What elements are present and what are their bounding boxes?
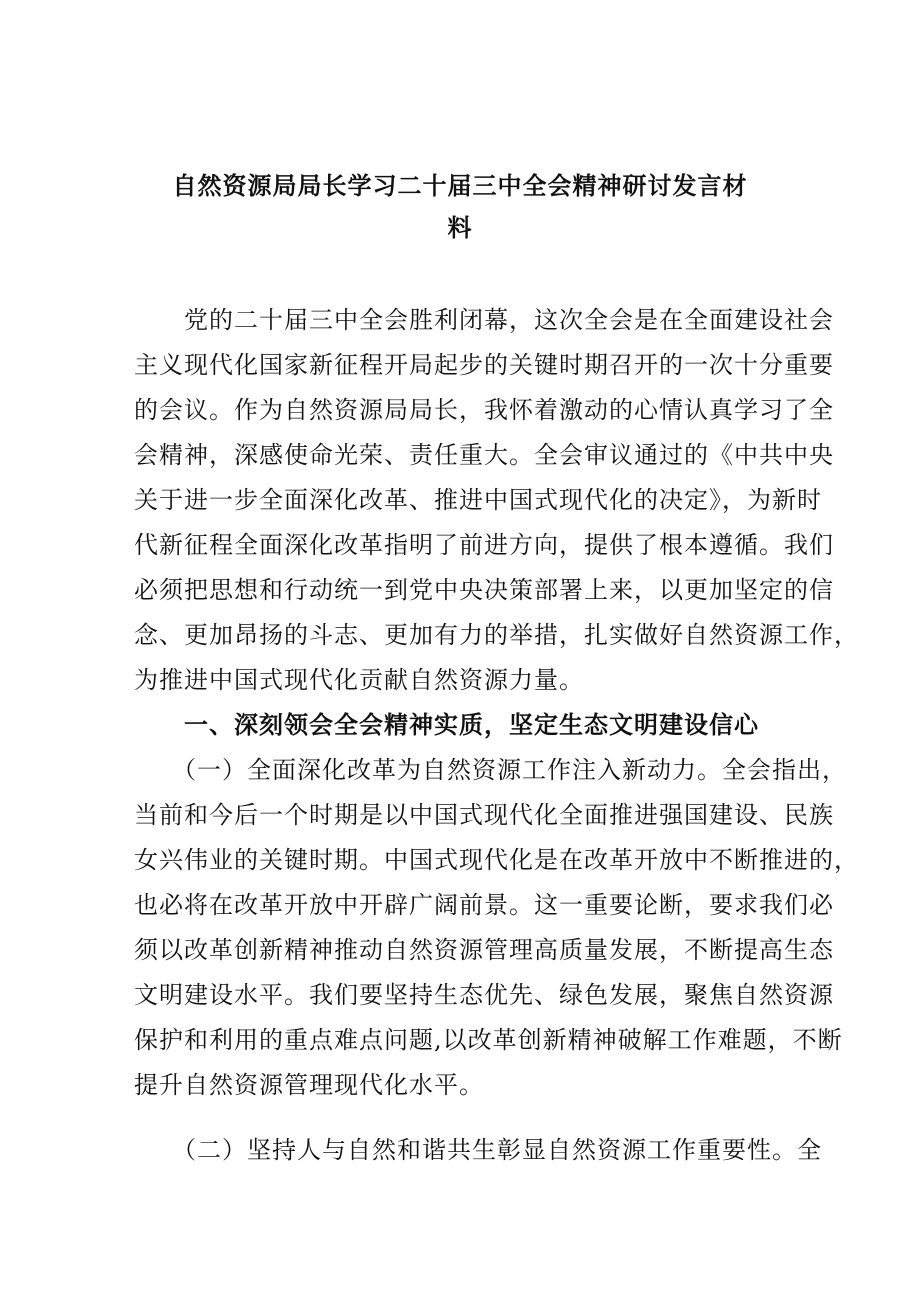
body-text-line: 念、更加昂扬的斗志、更加有力的举措，扎实做好自然资源工作，	[134, 621, 859, 649]
body-text-line: 必须把思想和行动统一到党中央决策部署上来，以更加坚定的信	[134, 576, 834, 604]
body-text-line: 保护和利用的重点难点问题,以改革创新精神破解工作难题，不断	[134, 1026, 843, 1054]
body-text-line: 党的二十届三中全会胜利闭幕，这次全会是在全面建设社会	[134, 306, 834, 334]
body-text-line: （二）坚持人与自然和谐共生彰显自然资源工作重要性。全	[134, 1136, 822, 1164]
body-text-line: 女兴伟业的关键时期。中国式现代化是在改革开放中不断推进的，	[134, 846, 859, 874]
body-text-line: 文明建设水平。我们要坚持生态优先、绿色发展，聚焦自然资源	[134, 981, 834, 1009]
body-text-line: 须以改革创新精神推动自然资源管理高质量发展，不断提高生态	[134, 936, 834, 964]
body-text-line: 关于进一步全面深化改革、推进中国式现代化的决定》，为新时	[134, 486, 822, 514]
document-title-line-1: 自然资源局局长学习二十届三中全会精神研讨发言材	[172, 171, 748, 200]
body-text-line: 会精神，深感使命光荣、责任重大。全会审议通过的《中共中央	[134, 441, 834, 469]
body-text-line: 当前和今后一个时期是以中国式现代化全面推进强国建设、民族	[134, 801, 834, 829]
section-heading: 一、深刻领会全会精神实质，坚定生态文明建设信心	[134, 710, 759, 739]
body-text-line: 代新征程全面深化改革指明了前进方向，提供了根本遵循。我们	[134, 531, 834, 559]
body-text-line: 提升自然资源管理现代化水平。	[134, 1071, 484, 1099]
body-text-line: 也必将在改革开放中开辟广阔前景。这一重要论断，要求我们必	[134, 891, 834, 919]
document-title-line-2: 料	[447, 213, 473, 242]
body-text-line: （一）全面深化改革为自然资源工作注入新动力。全会指出，	[134, 756, 847, 784]
body-text-line: 为推进中国式现代化贡献自然资源力量。	[134, 666, 584, 694]
body-text-line: 主义现代化国家新征程开局起步的关键时期召开的一次十分重要	[134, 351, 834, 379]
body-text-line: 的会议。作为自然资源局局长，我怀着激动的心情认真学习了全	[134, 396, 834, 424]
